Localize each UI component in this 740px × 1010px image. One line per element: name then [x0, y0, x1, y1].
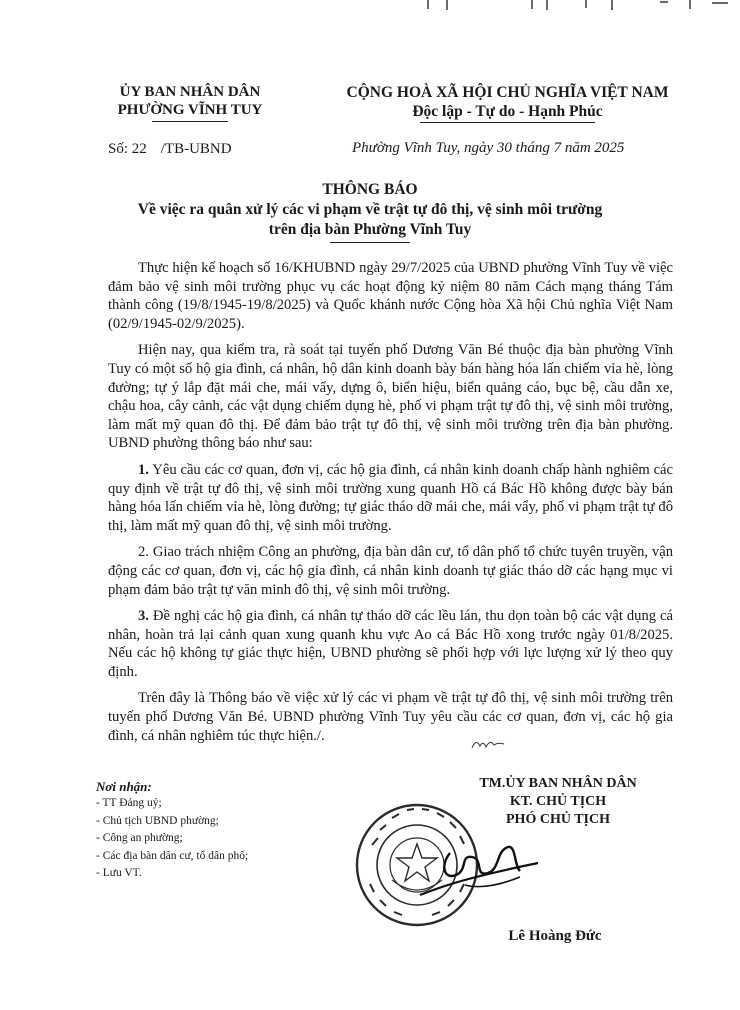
- list-item-2: [108, 543, 673, 599]
- list-item-2-text: Giao trách nhiệm Công an phường, địa bàn dân cư, tổ dân phố tổ chức tuyên truyền, vận động các cơ quan, đơn vị, các hộ gia đình, cá nhân kinh doanh tự giác tháo dỡ các hạng mục vi phạm đảm bảo trật tự văn minh đô thị, vệ sinh môi trường.: [108, 544, 673, 598]
- motto-underline: [420, 122, 595, 123]
- title-subject-line2: trên địa bàn Phường Vĩnh Tuy: [268, 221, 472, 238]
- sign-position: PHÓ CHỦ TỊCH: [506, 812, 610, 827]
- paragraph-1: Thực hiện kế hoạch số 16/KHUBND ngày 29/7/2025 của UBND phường Vĩnh Tuy về việc đảm bảo vệ sinh môi trường phục vụ các hoạt động kỷ niệm 80 năm Cách mạng tháng Tám thành công (19/8/1945-19/8/2025) và Quốc khánh nước Cộng hòa Xã hội Chủ nghĩa Việt Nam (02/9/1945-02/9/2025).: [108, 260, 673, 332]
- number-suffix: /TB-UBND: [160, 141, 232, 157]
- title-underline: [330, 242, 410, 243]
- nation-name: CỘNG HOÀ XÃ HỘI CHỦ NGHĨA VIỆT NAM: [346, 84, 669, 101]
- recipient-item: - Lưu VT.: [96, 867, 142, 879]
- recipient-item: - Chủ tịch UBND phường;: [96, 814, 219, 827]
- signer-name: Lê Hoàng Đức: [508, 928, 602, 944]
- paragraph-2: Hiện nay, qua kiểm tra, rà soát tại tuyến phố Dương Văn Bé thuộc địa bàn phường Vĩnh Tuy có một số hộ gia đình, cá nhân, hộ dân kinh doanh bày bán hàng hóa lấn chiếm vỉa hè, lòng đường; tự ý lắp đặt mái che, mái vẩy, dựng ô, biển hiệu, biển quảng cáo, bục bệ, cầu dẫn xe, chậu hoa, cây cảnh, các vật dụng chiếm dụng hè, phố vi phạm trật tự đô thị, vệ sinh môi trường, làm mất mỹ quan đô thị. Để đảm bảo trật tự đô thị, vệ sinh môi trường trên địa bàn phường. UBND phường thông báo như sau:: [108, 342, 673, 452]
- number-label: Số: 22: [108, 141, 147, 157]
- list-item-1-text: Yêu cầu các cơ quan, đơn vị, các hộ gia đình, cá nhân kinh doanh chấp hành nghiêm các quy định về trật tự đô thị, vệ sinh môi trường xung quanh Hồ cá Bác Hồ không được bày bán hàng hóa lấn chiếm vỉa hè, lòng đường; tự giác tháo dỡ mái che, mái vẩy, phố vi phạm trật tự đô thị, làm mất mỹ quan đô thị, vệ sinh môi trường.: [108, 461, 674, 534]
- recipient-item: - Công an phường;: [96, 832, 183, 844]
- document-body: [108, 259, 673, 745]
- recipients-block: [96, 778, 326, 883]
- recipient-item: - Các địa bàn dân cư, tổ dân phố;: [96, 849, 249, 862]
- scan-artifact-marks: [0, 0, 740, 14]
- document-number: [108, 141, 232, 158]
- sign-org: TM.ỦY BAN NHÂN DÂN: [479, 776, 637, 791]
- sign-on-behalf: KT. CHỦ TỊCH: [509, 794, 607, 809]
- recipient-item: - TT Đảng uỷ;: [96, 797, 162, 809]
- list-item-1-number: 1.: [138, 461, 149, 478]
- nation-motto: Độc lập - Tự do - Hạnh Phúc: [412, 103, 603, 120]
- initial-mark: [470, 736, 510, 752]
- list-item-1: [108, 461, 673, 535]
- handwritten-signature: [410, 825, 550, 915]
- org-name-line1: ỦY BAN NHÂN DÂN: [119, 84, 261, 100]
- list-item-3-number: 3.: [138, 608, 149, 625]
- issuing-organization: [95, 83, 285, 119]
- title-main: THÔNG BÁO: [322, 181, 418, 198]
- list-item-3: [108, 607, 673, 681]
- list-item-3-text: Đề nghị các hộ gia đình, cá nhân tự tháo dỡ các lều lán, thu dọn toàn bộ các vật dụng cá nhân, hoàn trả lại cảnh quan xung quanh khu vực Ao cá Bác Hồ xong trước ngày 01/8/2025. Nếu các hộ không tự giác thực hiện, UBND phường sẽ phối hợp với lực lượng xử lý theo quy định.: [108, 608, 673, 680]
- recipients-heading: Nơi nhận:: [96, 779, 152, 794]
- org-underline: [152, 121, 228, 122]
- document-title: [100, 180, 640, 240]
- org-name-line2: PHƯỜNG VĨNH TUY: [117, 102, 263, 118]
- national-heading: [310, 83, 705, 121]
- title-subject-line1: Về việc ra quân xử lý các vi phạm về trật tự đô thị, vệ sinh môi trường: [137, 201, 603, 218]
- closing-paragraph: Trên đây là Thông báo về việc xử lý các vi phạm về trật tự đô thị, vệ sinh môi trường trên tuyến phố Dương Văn Bé. UBND phường Vĩnh Tuy yêu cầu các cơ quan, đơn vị, các hộ gia đình, cá nhân nghiêm túc thực hiện./.: [108, 690, 673, 744]
- place-and-date: Phường Vĩnh Tuy, ngày 30 tháng 7 năm 2025: [352, 140, 625, 156]
- list-item-2-number: 2.: [138, 544, 149, 561]
